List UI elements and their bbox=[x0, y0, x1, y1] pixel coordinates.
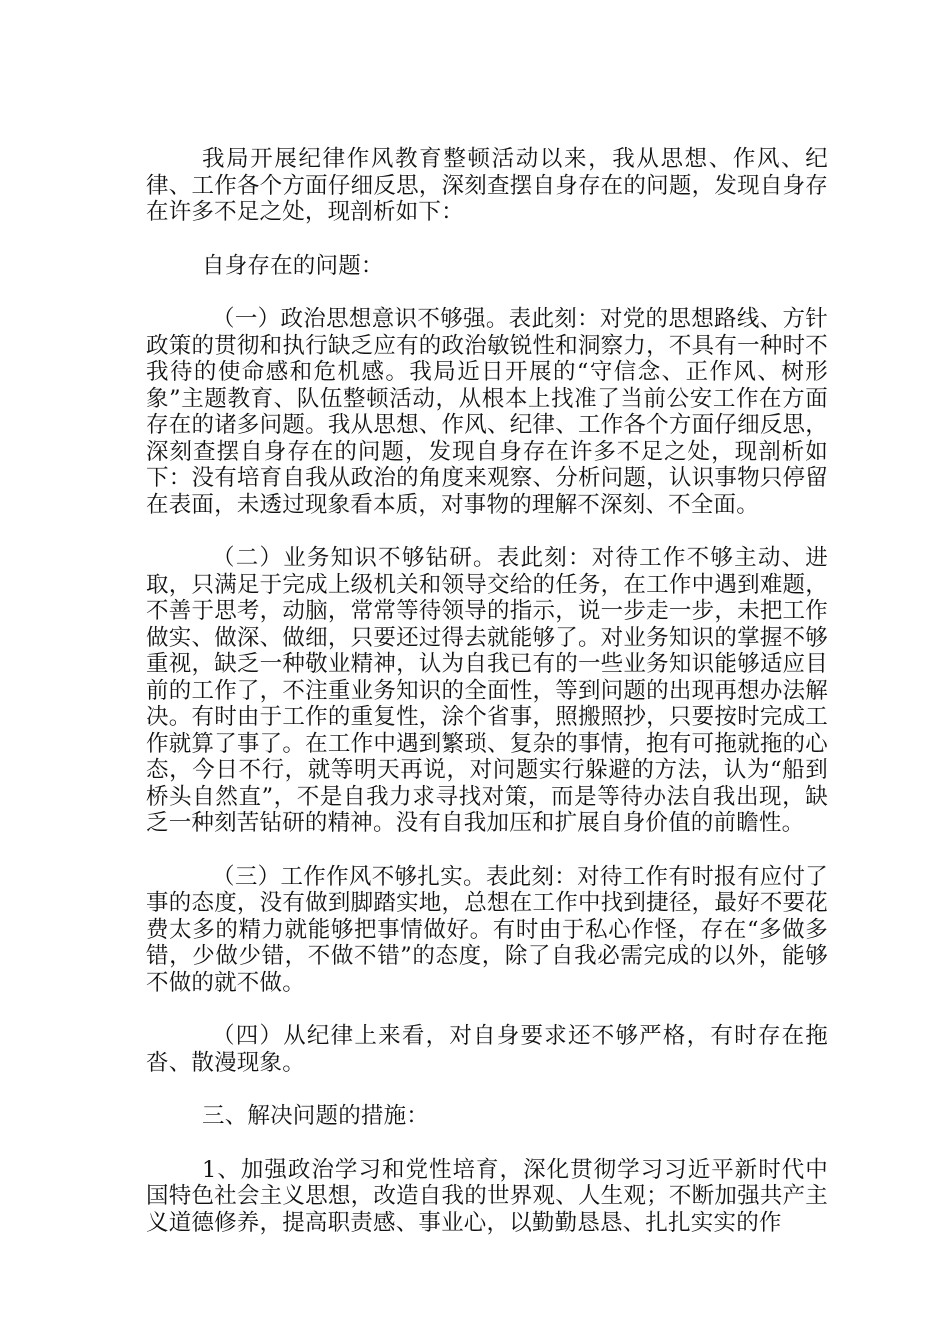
problems-heading: 自身存在的问题： bbox=[202, 252, 384, 279]
measure-1-paragraph: 1、加强政治学习和党性培育，深化贯彻学习习近平新时代中国特色社会主义思想，改造自我的世界观、人生观；不断加强共产主义道德修养，提高职责感、事业心，以勤勤恳恳、扎扎实实的作 bbox=[146, 1156, 828, 1236]
problem-1-paragraph: （一）政治思想意识不够强。表此刻：对党的思想路线、方针政策的贯彻和执行缺乏应有的政治敏锐性和洞察力，不具有一种时不我待的使命感和危机感。我局近日开展的“守信念、正作风、树形象”主题教育、队伍整顿活动，从根本上找准了当前公安工作在方面存在的诸多问题。我从思想、作风、纪律、工作各个方面仔细反思，深刻查摆自身存在的问题，发现自身存在许多不足之处，现剖析如下：没有培育自我从政治的角度来观察、分析问题，认识事物只停留在表面，未透过现象看本质，对事物的理解不深刻、不全面。 bbox=[146, 306, 828, 518]
intro-paragraph: 我局开展纪律作风教育整顿活动以来，我从思想、作风、纪律、工作各个方面仔细反思，深刻查摆自身存在的问题，发现自身存在许多不足之处，现剖析如下： bbox=[146, 146, 828, 225]
problem-2-paragraph: （二）业务知识不够钻研。表此刻：对待工作不够主动、进取，只满足于完成上级机关和领导交给的任务，在工作中遇到难题，不善于思考，动脑，常常等待领导的指示，说一步走一步，未把工作做实、做深、做细，只要还过得去就能够了。对业务知识的掌握不够重视，缺乏一种敬业精神，认为自我已有的一些业务知识能够适应目前的工作了，不注重业务知识的全面性，等到问题的出现再想办法解决。有时由于工作的重复性，涂个省事，照搬照抄，只要按时完成工作就算了事了。在工作中遇到繁琐、复杂的事情，抱有可拖就拖的心态，今日不行，就等明天再说，对问题实行躲避的方法，认为“船到桥头自然直”，不是自我力求寻找对策，而是等待办法自我出现，缺乏一种刻苦钻研的精神。没有自我加压和扩展自身价值的前瞻性。 bbox=[146, 545, 828, 836]
measures-heading: 三、解决问题的措施： bbox=[202, 1103, 430, 1129]
document-body bbox=[146, 146, 828, 1263]
problem-3-paragraph: （三）工作作风不够扎实。表此刻：对待工作有时报有应付了事的态度，没有做到脚踏实地，总想在工作中找到捷径，最好不要花费太多的精力就能够把事情做好。有时由于私心作怪，存在“多做多错，少做少错，不做不错”的态度，除了自我必需完成的以外，能够不做的就不做。 bbox=[146, 863, 828, 996]
problem-4-paragraph: （四）从纪律上来看，对自身要求还不够严格，有时存在拖沓、散漫现象。 bbox=[146, 1023, 828, 1076]
